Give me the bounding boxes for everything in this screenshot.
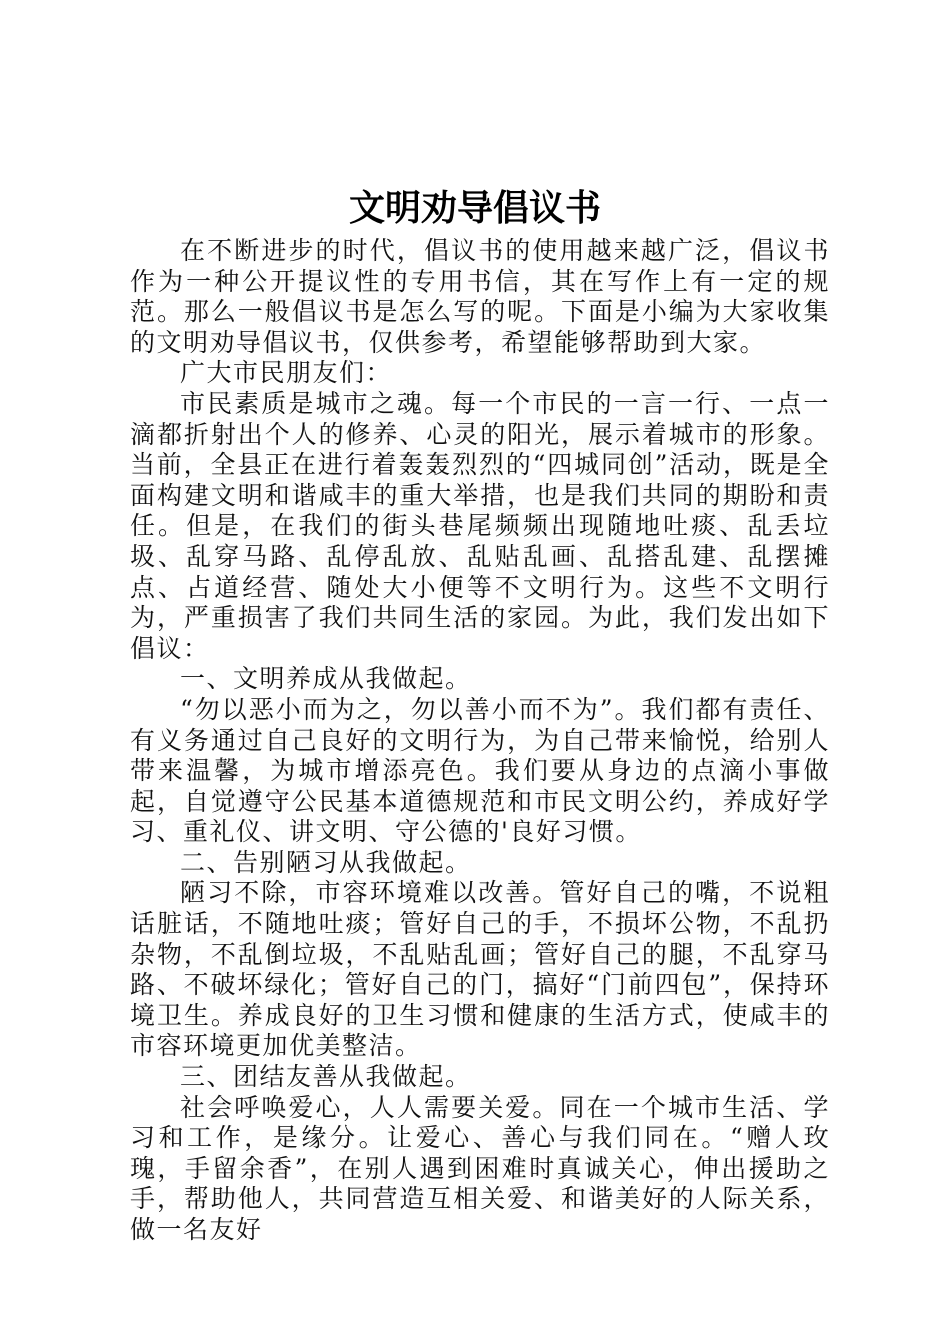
- body-paragraph: 市民素质是城市之魂。每一个市民的一言一行、一点一滴都折射出个人的修养、心灵的阳光，展示着城市的形象。当前，全县正在进行着轰轰烈烈的“四城同创”活动，既是全面构建文明和谐咸丰的重大举措，也是我们共同的期盼和责任。但是，在我们的街头巷尾频频出现随地吐痰、乱丢垃圾、乱穿马路、乱停乱放、乱贴乱画、乱搭乱建、乱摆摊点、占道经营、随处大小便等不文明行为。这些不文明行为，严重损害了我们共同生活的家园。为此，我们发出如下倡议：: [130, 388, 830, 663]
- salutation: 广大市民朋友们：: [180, 358, 393, 388]
- document-title: 文明劝导倡议书: [348, 187, 601, 229]
- body-paragraph: “勿以恶小而为之，勿以善小而不为”。我们都有责任、有义务通过自己良好的文明行为，为自己带来愉悦，给别人带来温馨，为城市增添亮色。我们要从身边的点滴小事做起，自觉遵守公民基本道德规范和市民文明公约，养成好学习、重礼仪、讲文明、守公德的'良好习惯。: [130, 694, 830, 847]
- body-paragraph: 陋习不除，市容环境难以改善。管好自己的嘴，不说粗话脏话，不随地吐痰；管好自己的手，不损坏公物，不乱扔杂物，不乱倒垃圾，不乱贴乱画；管好自己的腿，不乱穿马路、不破坏绿化；管好自己的门，搞好“门前四包”，保持环境卫生。养成良好的卫生习惯和健康的生活方式，使咸丰的市容环境更加优美整洁。: [130, 878, 830, 1061]
- intro-paragraph: 在不断进步的时代，倡议书的使用越来越广泛，倡议书作为一种公开提议性的专用书信，其在写作上有一定的规范。那么一般倡议书是怎么写的呢。下面是小编为大家收集的文明劝导倡议书，仅供参考，希望能够帮助到大家。: [130, 236, 830, 357]
- section-heading-2: 二、告别陋习从我做起。: [180, 847, 472, 877]
- body-paragraph: 社会呼唤爱心，人人需要关爱。同在一个城市生活、学习和工作，是缘分。让爱心、善心与我们同在。“赠人玫瑰，手留余香”，在别人遇到困难时真诚关心，伸出援助之手，帮助他人，共同营造互相关爱、和谐美好的人际关系，做一名友好: [130, 1092, 830, 1244]
- document-body: [130, 236, 830, 1246]
- section-heading-3: 三、团结友善从我做起。: [180, 1062, 472, 1092]
- section-heading-1: 一、文明养成从我做起。: [180, 664, 472, 694]
